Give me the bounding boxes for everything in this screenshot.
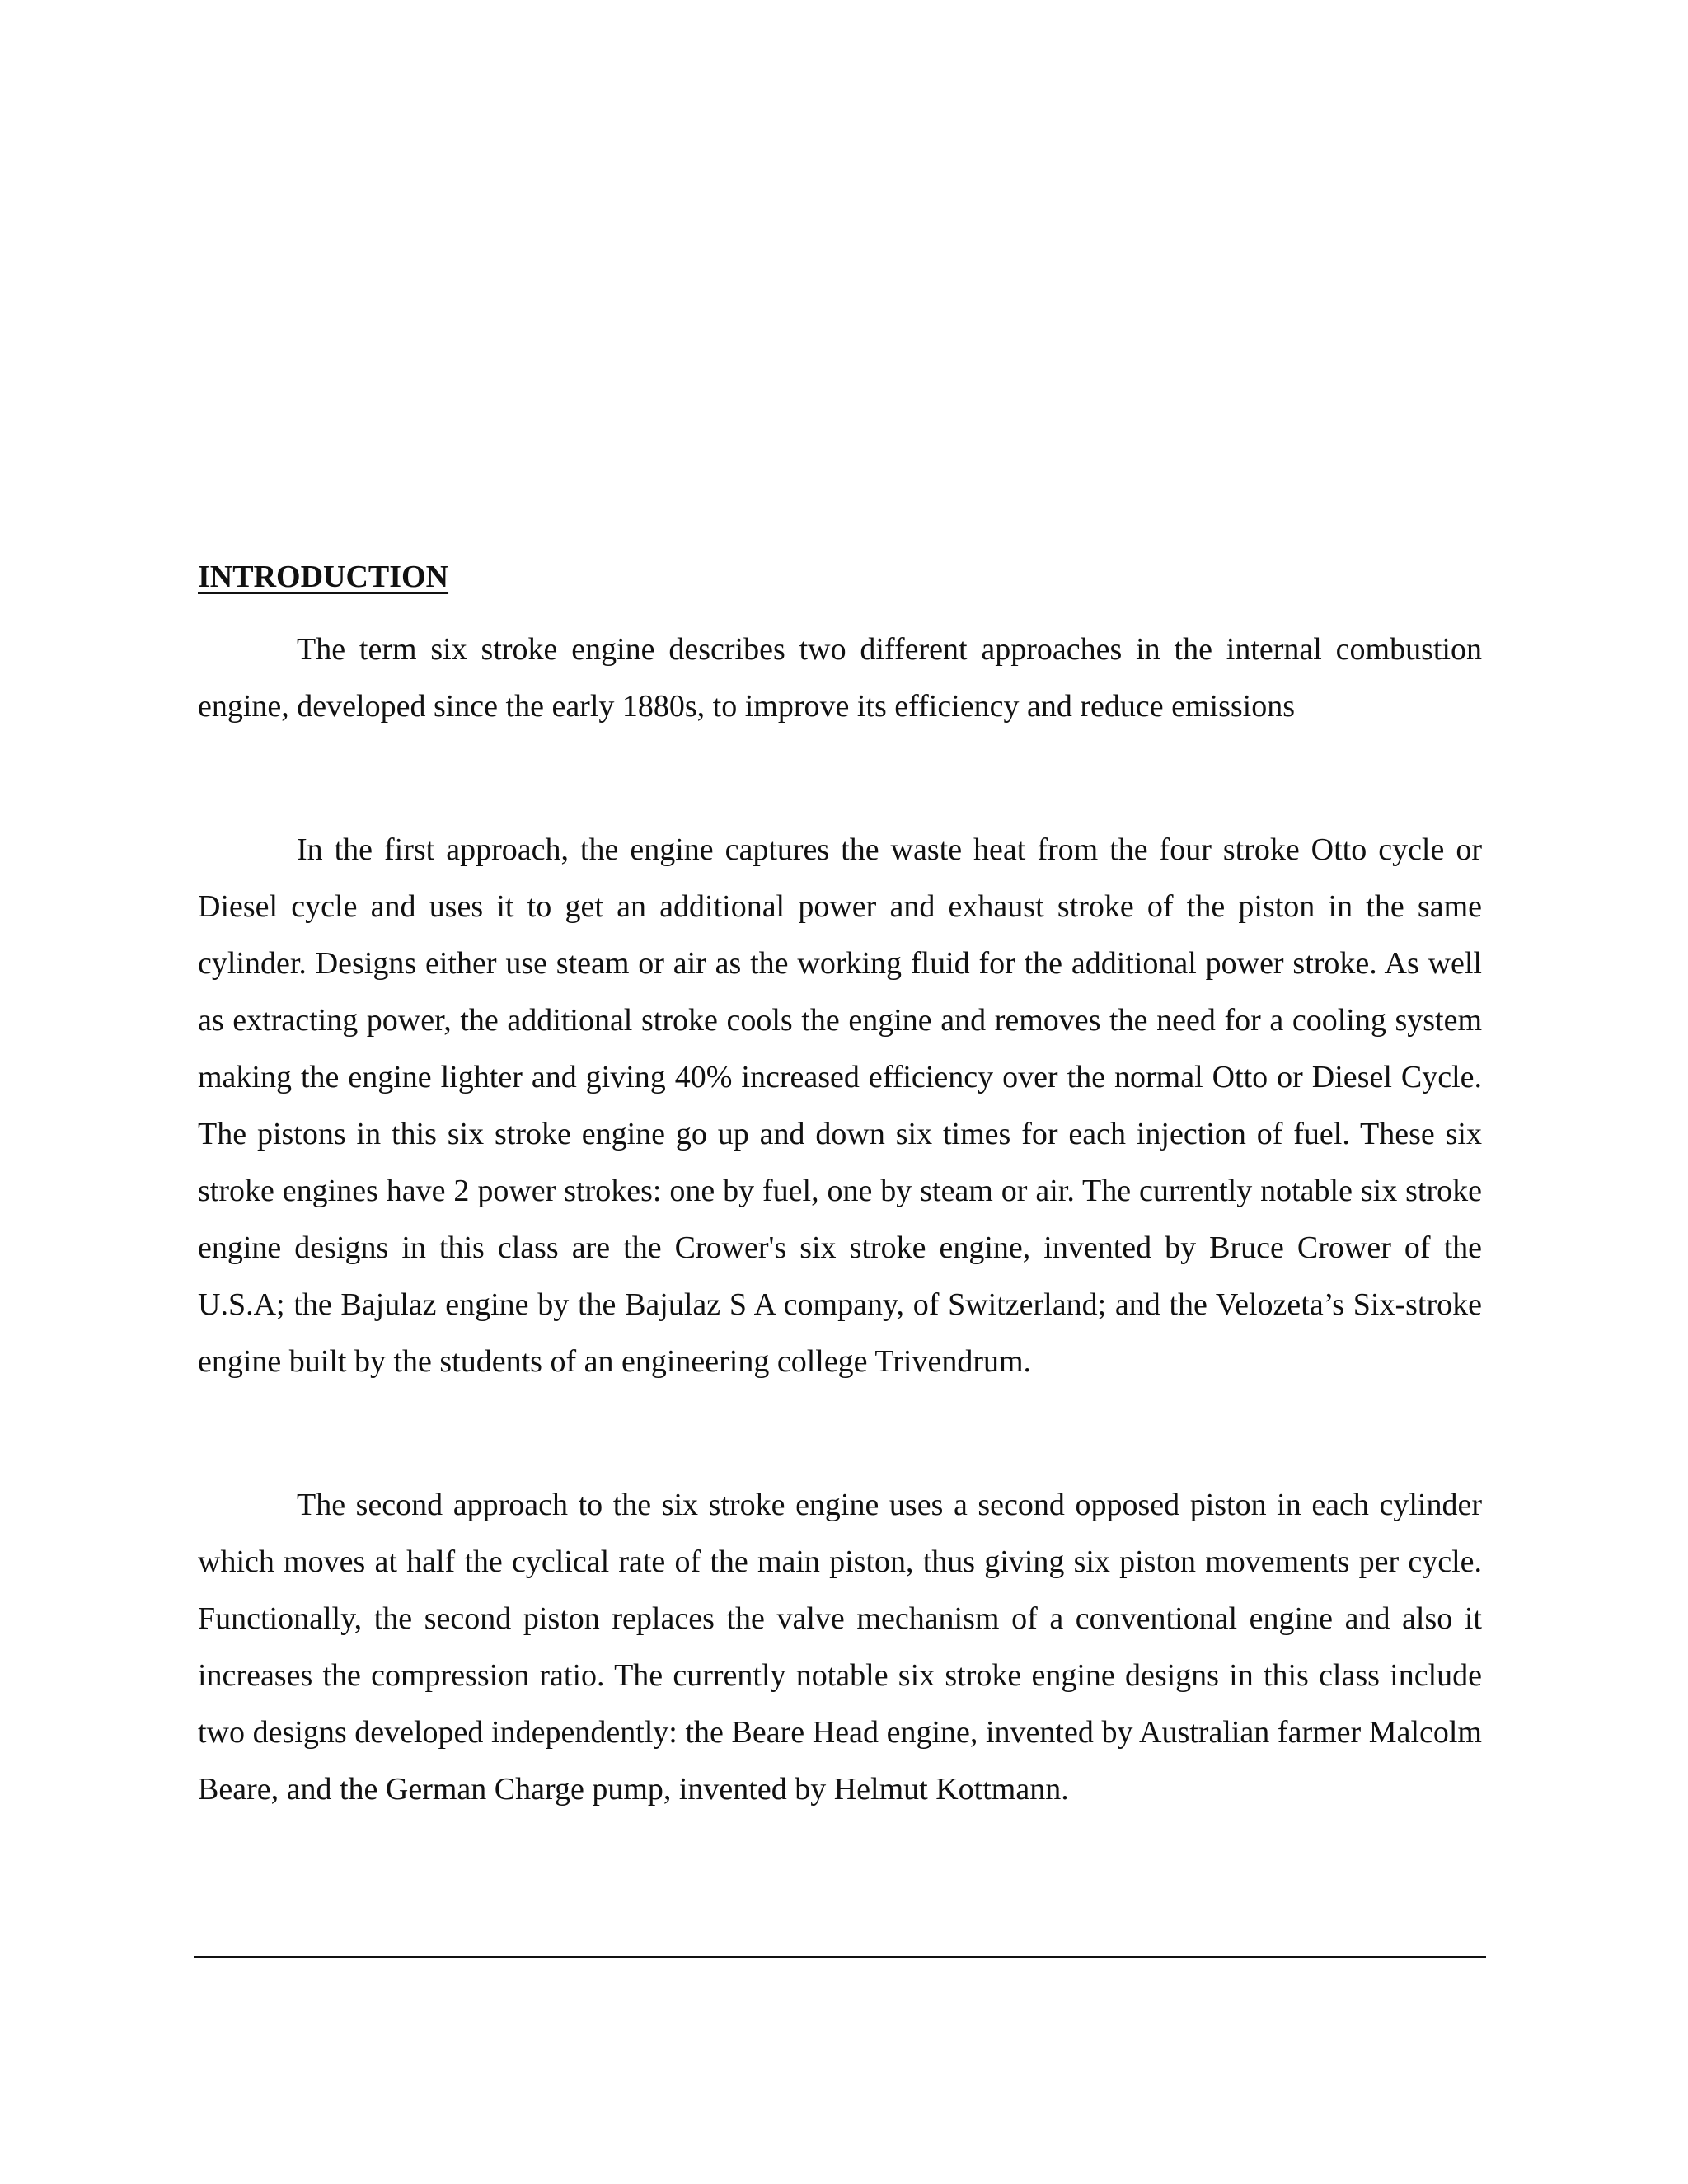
paragraph-second-approach: The second approach to the six stroke engine uses a second opposed piston in each cylinder which moves at half the cyclical rate of the main piston, thus giving six piston movements per cycle. Functionally, the second piston replaces the valve mechanism of a conventional engine and also it increases the compression ratio. The currently notable six stroke engine designs in this class include two designs developed independently: the Beare Head engine, invented by Australian farmer Malcolm Beare, and the German Charge pump, invented by Helmut Kottmann. [198,1488,1482,1807]
footer-rule [194,1956,1486,1958]
paragraph-intro: The term six stroke engine describes two different approaches in the internal combustion engine, developed since the early 1880s, to improve its efficiency and reduce emissions [198,632,1482,724]
paragraph-first-approach: In the first approach, the engine captures the waste heat from the four stroke Otto cycle or Diesel cycle and uses it to get an additional power and exhaust stroke of the piston in the same cylinder. Designs either use steam or air as the working fluid for the additional power stroke. As well as extracting power, the additional stroke cools the engine and removes the need for a cooling system making the engine lighter and giving 40% increased efficiency over the normal Otto or Diesel Cycle. The pistons in this six stroke engine go up and down six times for each injection of fuel. These six stroke engines have 2 power strokes: one by fuel, one by steam or air. The currently notable six stroke engine designs in this class are the Crower's six stroke engine, invented by Bruce Crower of the U.S.A; the Bajulaz engine by the Bajulaz S A company, of Switzerland; and the Velozeta’s Six-stroke engine built by the students of an engineering college Trivendrum. [198,832,1482,1379]
section-heading: INTRODUCTION [198,560,449,594]
document-body [198,557,1482,1818]
